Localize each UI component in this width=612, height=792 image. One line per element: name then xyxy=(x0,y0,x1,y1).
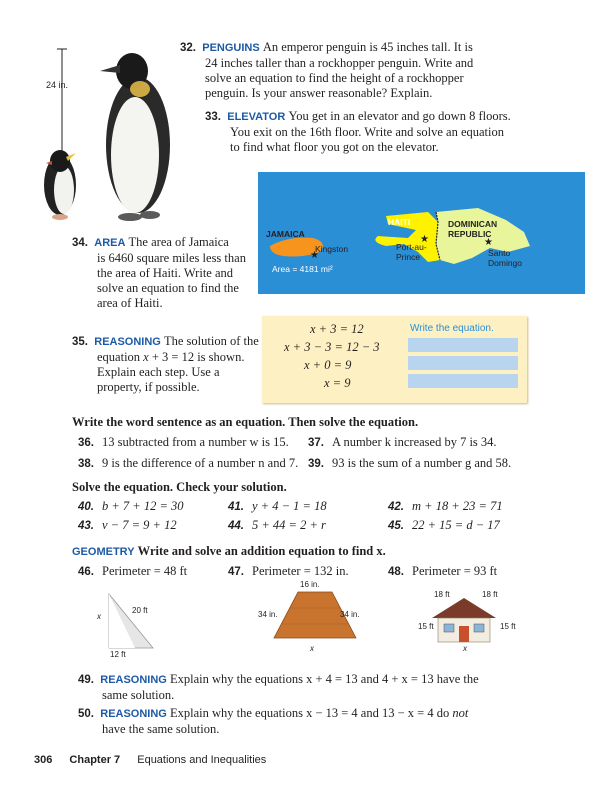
solution-step: x + 3 = 12 xyxy=(310,322,364,336)
exercise-text-line: penguin. Is your answer reasonable? Explain. xyxy=(205,86,433,100)
emphasis-not: not xyxy=(452,706,469,720)
exercise-43 xyxy=(72,518,177,534)
chapter-label: Chapter 7 xyxy=(69,754,121,766)
exercise-32 xyxy=(180,40,590,101)
section-heading: Solve the equation. Check your solution. xyxy=(72,480,287,494)
exercise-text-line: to find what floor you got on the elevator. xyxy=(230,140,439,154)
haiti-label: HAITI xyxy=(388,217,411,227)
page-number: 306 xyxy=(34,754,53,766)
exercise-text-line: You exit on the 16th floor. Write and solve an equation xyxy=(230,125,504,139)
exercise-50 xyxy=(72,706,592,737)
exercise-47 xyxy=(222,564,349,580)
exercise-number: 47. xyxy=(228,566,244,578)
exercise-number: 32. xyxy=(180,42,196,54)
trapezoid-bottom-x: x xyxy=(310,644,314,653)
exercise-number: 43. xyxy=(78,520,94,532)
chapter-title: Equations and Inequalities xyxy=(137,754,267,766)
exercise-41 xyxy=(222,499,327,515)
exercise-number: 46. xyxy=(78,566,94,578)
exercise-number: 39. xyxy=(308,458,324,470)
equation-text: m + 18 + 23 = 71 xyxy=(412,499,503,513)
house-base-x: x xyxy=(463,644,467,653)
exercise-number: 38. xyxy=(78,458,94,470)
page-footer xyxy=(34,754,266,766)
exercise-text-line: Explain why the equations x + 4 = 13 and 4 + x = 13 have the xyxy=(170,672,479,686)
exercise-35 xyxy=(72,334,262,395)
exercise-40 xyxy=(72,499,184,515)
dominican-label-1: DOMINICAN xyxy=(448,219,498,229)
kingston-label: Kingston xyxy=(315,244,349,254)
exercise-text-line: area of Haiti. xyxy=(97,296,163,310)
house-roof-left-label: 18 ft xyxy=(434,590,450,599)
house-roof-right-label: 18 ft xyxy=(482,590,498,599)
svg-text:★: ★ xyxy=(420,234,429,245)
exercise-text-line: property, if possible. xyxy=(97,380,200,394)
answer-box[interactable] xyxy=(408,356,518,370)
exercise-text-line: the area of Haiti. Write and xyxy=(97,266,234,280)
section-heading: Write the word sentence as an equation. Then solve the equation. xyxy=(72,415,419,429)
svg-text:★: ★ xyxy=(310,250,319,261)
exercise-number: 35. xyxy=(72,336,88,348)
exercise-text-line: + 3 = 12 is shown. xyxy=(148,350,245,364)
exercise-text: A number k increased by 7 is 34. xyxy=(332,435,497,449)
caribbean-map xyxy=(258,172,585,294)
santo-domingo-label-2: Domingo xyxy=(488,258,523,268)
exercise-number: 42. xyxy=(388,501,404,513)
section-keyword: GEOMETRY xyxy=(72,546,135,558)
exercise-keyword: REASONING xyxy=(100,708,167,720)
section-heading xyxy=(72,544,386,559)
exercise-38 xyxy=(72,456,298,472)
exercise-text-line: equation xyxy=(97,350,144,364)
exercise-text-line: The area of Jamaica xyxy=(128,235,229,249)
house-left-wall-label: 15 ft xyxy=(418,622,434,631)
exercise-42 xyxy=(382,499,503,515)
exercise-34 xyxy=(72,235,262,311)
exercise-text-line: is 6460 square miles less than xyxy=(97,251,246,265)
solution-note-card xyxy=(262,316,527,403)
trapezoid-top-label: 16 in. xyxy=(300,580,320,589)
exercise-text-line: 24 inches taller than a rockhopper penguin. Write and xyxy=(205,56,474,70)
exercise-33 xyxy=(205,109,595,155)
exercise-text: Perimeter = 48 ft xyxy=(102,564,188,578)
exercise-text-line: same solution. xyxy=(102,688,175,702)
exercise-keyword: PENGUINS xyxy=(202,42,260,54)
exercise-text: 93 is the sum of a number g and 58. xyxy=(332,456,512,470)
svg-text:★: ★ xyxy=(484,237,493,248)
exercise-number: 33. xyxy=(205,111,221,123)
exercise-keyword: AREA xyxy=(94,237,126,249)
triangle-figure xyxy=(105,590,165,652)
exercise-keyword: REASONING xyxy=(100,674,167,686)
penguin-height-label: 24 in. xyxy=(46,80,69,90)
exercise-text-line: solve an equation to find the xyxy=(97,281,239,295)
map-graphic xyxy=(258,172,585,294)
exercise-45 xyxy=(382,518,500,534)
penguin-illustration xyxy=(20,45,180,225)
solution-step: x + 0 = 9 xyxy=(304,358,352,372)
exercise-text-line: Explain why the equations x − 13 = 4 and 13 − x = 4 do xyxy=(170,706,453,720)
exercise-36 xyxy=(72,435,289,451)
jamaica-label: JAMAICA xyxy=(266,229,305,239)
exercise-number: 37. xyxy=(308,437,324,449)
triangle-hypotenuse-label: 20 ft xyxy=(132,606,148,615)
exercise-text-line: The solution of the xyxy=(164,334,259,348)
santo-domingo-label-1: Santo xyxy=(488,248,511,258)
exercise-number: 36. xyxy=(78,437,94,449)
equation-text: 22 + 15 = d − 17 xyxy=(412,518,500,532)
triangle-base-label: 12 ft xyxy=(110,650,126,659)
exercise-number: 49. xyxy=(78,674,94,686)
equation-text: v − 7 = 9 + 12 xyxy=(102,518,177,532)
trapezoid-left-label: 34 in. xyxy=(258,610,278,619)
solution-step: x + 3 − 3 = 12 − 3 xyxy=(284,340,380,354)
exercise-text-line: solve an equation to find the height of a rockhopper xyxy=(205,71,464,85)
exercise-number: 34. xyxy=(72,237,88,249)
dominican-label-2: REPUBLIC xyxy=(448,229,492,239)
exercise-text: Perimeter = 132 in. xyxy=(252,564,349,578)
exercise-48 xyxy=(382,564,497,580)
exercise-number: 45. xyxy=(388,520,404,532)
exercise-number: 41. xyxy=(228,501,244,513)
house-right-wall-label: 15 ft xyxy=(500,622,516,631)
exercise-number: 40. xyxy=(78,501,94,513)
write-equation-title: Write the equation. xyxy=(410,323,494,334)
exercise-number: 48. xyxy=(388,566,404,578)
exercise-number: 44. xyxy=(228,520,244,532)
exercise-46 xyxy=(72,564,187,580)
equation-text: b + 7 + 12 = 30 xyxy=(102,499,184,513)
port-au-prince-label-1: Port-au- xyxy=(396,242,427,252)
answer-box[interactable] xyxy=(408,374,518,388)
exercise-text: 9 is the difference of a number n and 7. xyxy=(102,456,299,470)
exercise-text-line: Explain each step. Use a xyxy=(97,365,220,379)
exercise-keyword: REASONING xyxy=(94,336,161,348)
exercise-number: 50. xyxy=(78,708,94,720)
solution-step: x = 9 xyxy=(324,376,351,390)
exercise-37 xyxy=(302,435,497,451)
trapezoid-right-label: 34 in. xyxy=(340,610,360,619)
exercise-44 xyxy=(222,518,326,534)
house-figure xyxy=(430,596,498,644)
exercise-text-line: have the same solution. xyxy=(102,722,220,736)
jamaica-area-label: Area = 4181 mi² xyxy=(272,264,333,274)
exercise-39 xyxy=(302,456,511,472)
section-heading-text: Write and solve an addition equation to find x. xyxy=(137,544,386,558)
triangle-side-x: x xyxy=(97,612,101,621)
exercise-keyword: ELEVATOR xyxy=(227,111,286,123)
variable-x: x xyxy=(143,350,149,364)
exercise-49 xyxy=(72,672,592,703)
exercise-text: 13 subtracted from a number w is 15. xyxy=(102,435,289,449)
answer-box[interactable] xyxy=(408,338,518,352)
equation-text: 5 + 44 = 2 + r xyxy=(252,518,326,532)
exercise-text-line: You get in an elevator and go down 8 floors. xyxy=(288,109,511,123)
port-au-prince-label-2: Prince xyxy=(396,252,421,262)
equation-text: y + 4 − 1 = 18 xyxy=(252,499,327,513)
exercise-text: Perimeter = 93 ft xyxy=(412,564,498,578)
exercise-text-line: An emperor penguin is 45 inches tall. It is xyxy=(262,40,473,54)
